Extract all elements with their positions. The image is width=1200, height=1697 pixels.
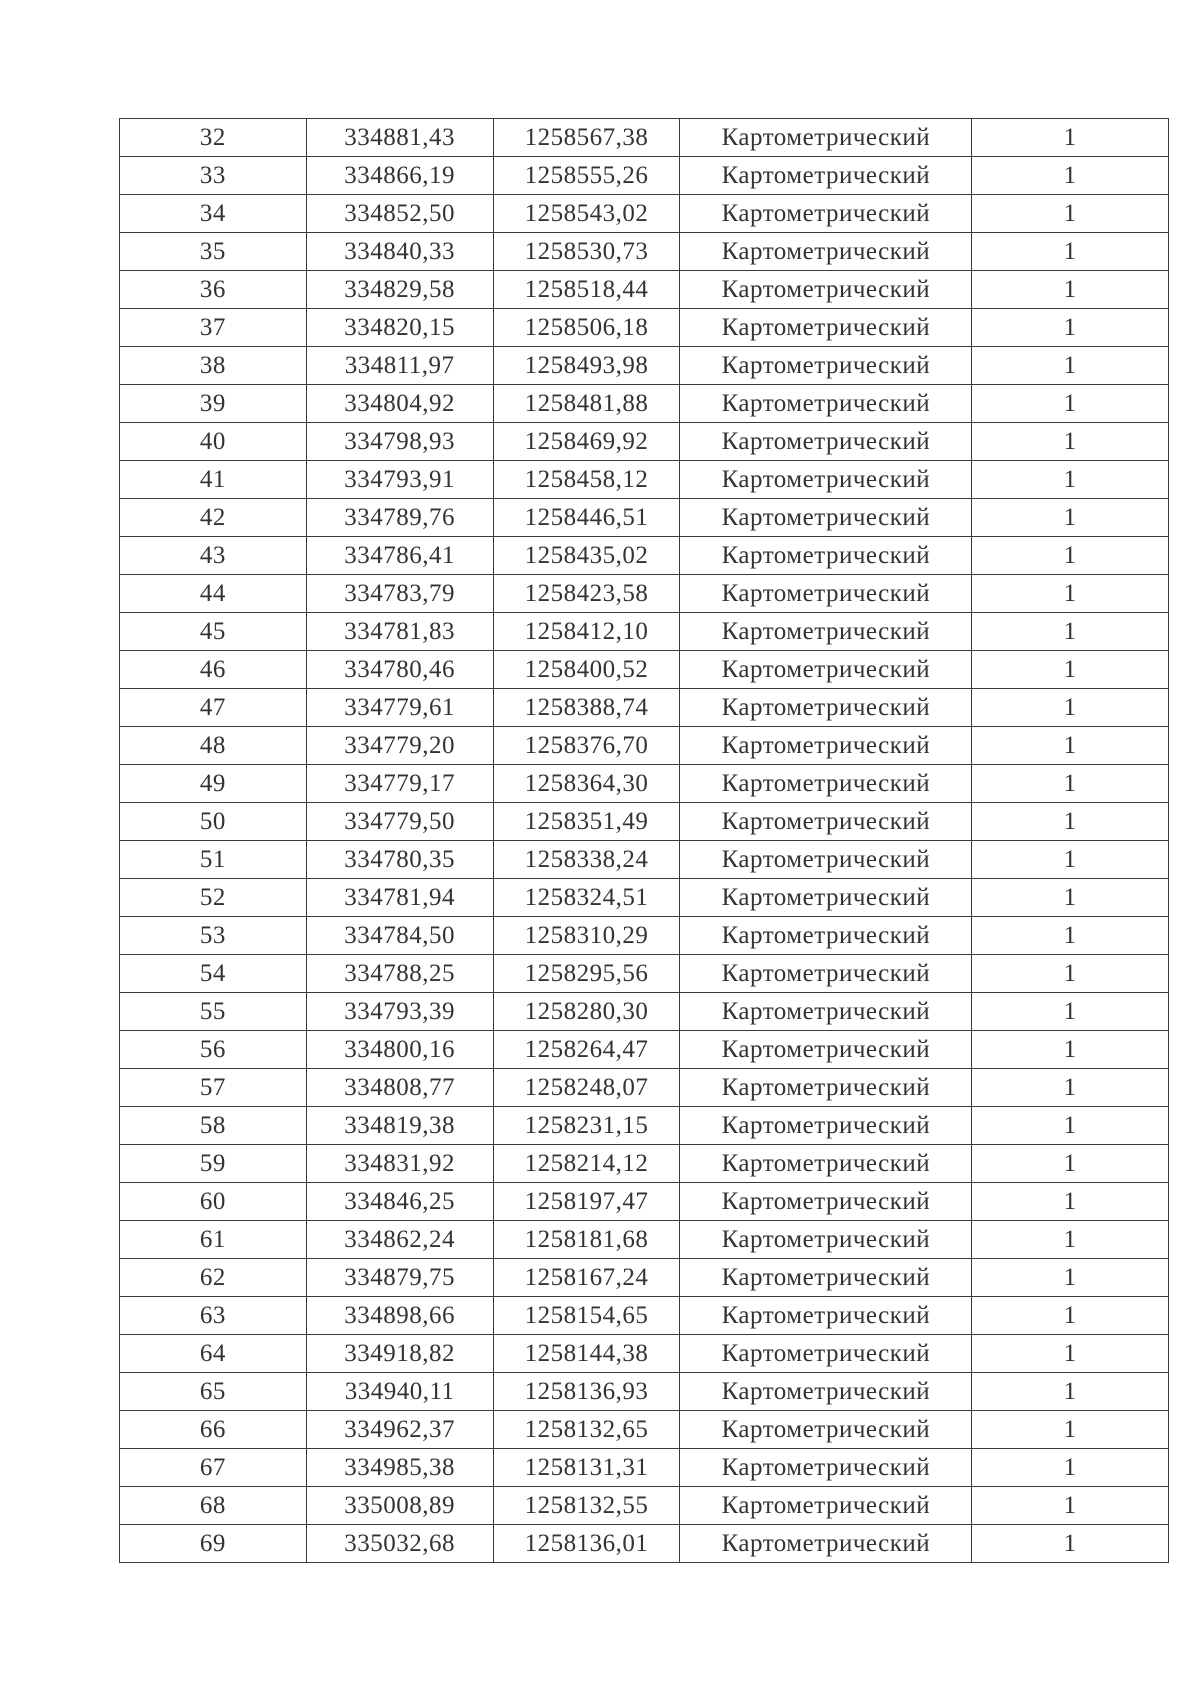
method-cell: Картометрический bbox=[680, 1487, 972, 1525]
accuracy-cell: 1 bbox=[972, 537, 1169, 575]
point-number-cell: 54 bbox=[120, 955, 307, 993]
accuracy-cell: 1 bbox=[972, 879, 1169, 917]
point-number-cell: 45 bbox=[120, 613, 307, 651]
table-row bbox=[120, 1373, 1169, 1411]
y-coordinate-cell: 1258214,12 bbox=[493, 1145, 680, 1183]
point-number-cell: 40 bbox=[120, 423, 307, 461]
y-coordinate-cell: 1258506,18 bbox=[493, 309, 680, 347]
accuracy-cell: 1 bbox=[972, 233, 1169, 271]
method-cell: Картометрический bbox=[680, 1259, 972, 1297]
accuracy-cell: 1 bbox=[972, 423, 1169, 461]
method-cell: Картометрический bbox=[680, 689, 972, 727]
coordinates-table-body bbox=[120, 119, 1169, 1563]
point-number-cell: 37 bbox=[120, 309, 307, 347]
table-row bbox=[120, 1145, 1169, 1183]
x-coordinate-cell: 334779,50 bbox=[306, 803, 493, 841]
table-row bbox=[120, 1411, 1169, 1449]
point-number-cell: 61 bbox=[120, 1221, 307, 1259]
table-row bbox=[120, 195, 1169, 233]
accuracy-cell: 1 bbox=[972, 119, 1169, 157]
y-coordinate-cell: 1258388,74 bbox=[493, 689, 680, 727]
accuracy-cell: 1 bbox=[972, 689, 1169, 727]
point-number-cell: 34 bbox=[120, 195, 307, 233]
table-row bbox=[120, 993, 1169, 1031]
method-cell: Картометрический bbox=[680, 955, 972, 993]
table-row bbox=[120, 1107, 1169, 1145]
x-coordinate-cell: 334840,33 bbox=[306, 233, 493, 271]
x-coordinate-cell: 334879,75 bbox=[306, 1259, 493, 1297]
accuracy-cell: 1 bbox=[972, 1221, 1169, 1259]
y-coordinate-cell: 1258154,65 bbox=[493, 1297, 680, 1335]
y-coordinate-cell: 1258458,12 bbox=[493, 461, 680, 499]
y-coordinate-cell: 1258310,29 bbox=[493, 917, 680, 955]
point-number-cell: 41 bbox=[120, 461, 307, 499]
method-cell: Картометрический bbox=[680, 423, 972, 461]
table-row bbox=[120, 689, 1169, 727]
y-coordinate-cell: 1258446,51 bbox=[493, 499, 680, 537]
method-cell: Картометрический bbox=[680, 347, 972, 385]
method-cell: Картометрический bbox=[680, 841, 972, 879]
y-coordinate-cell: 1258132,65 bbox=[493, 1411, 680, 1449]
method-cell: Картометрический bbox=[680, 309, 972, 347]
table-row bbox=[120, 727, 1169, 765]
method-cell: Картометрический bbox=[680, 727, 972, 765]
method-cell: Картометрический bbox=[680, 157, 972, 195]
x-coordinate-cell: 334779,61 bbox=[306, 689, 493, 727]
method-cell: Картометрический bbox=[680, 575, 972, 613]
table-row bbox=[120, 1335, 1169, 1373]
table-row bbox=[120, 1449, 1169, 1487]
accuracy-cell: 1 bbox=[972, 1069, 1169, 1107]
accuracy-cell: 1 bbox=[972, 385, 1169, 423]
method-cell: Картометрический bbox=[680, 1145, 972, 1183]
x-coordinate-cell: 334781,94 bbox=[306, 879, 493, 917]
y-coordinate-cell: 1258144,38 bbox=[493, 1335, 680, 1373]
y-coordinate-cell: 1258338,24 bbox=[493, 841, 680, 879]
y-coordinate-cell: 1258264,47 bbox=[493, 1031, 680, 1069]
x-coordinate-cell: 334789,76 bbox=[306, 499, 493, 537]
table-row bbox=[120, 347, 1169, 385]
point-number-cell: 65 bbox=[120, 1373, 307, 1411]
table-row bbox=[120, 803, 1169, 841]
table-row bbox=[120, 385, 1169, 423]
table-row bbox=[120, 1525, 1169, 1563]
point-number-cell: 33 bbox=[120, 157, 307, 195]
y-coordinate-cell: 1258543,02 bbox=[493, 195, 680, 233]
method-cell: Картометрический bbox=[680, 385, 972, 423]
method-cell: Картометрический bbox=[680, 233, 972, 271]
method-cell: Картометрический bbox=[680, 1221, 972, 1259]
point-number-cell: 42 bbox=[120, 499, 307, 537]
x-coordinate-cell: 334784,50 bbox=[306, 917, 493, 955]
accuracy-cell: 1 bbox=[972, 1411, 1169, 1449]
accuracy-cell: 1 bbox=[972, 575, 1169, 613]
x-coordinate-cell: 334881,43 bbox=[306, 119, 493, 157]
accuracy-cell: 1 bbox=[972, 803, 1169, 841]
table-row bbox=[120, 1297, 1169, 1335]
method-cell: Картометрический bbox=[680, 917, 972, 955]
y-coordinate-cell: 1258435,02 bbox=[493, 537, 680, 575]
point-number-cell: 38 bbox=[120, 347, 307, 385]
accuracy-cell: 1 bbox=[972, 1373, 1169, 1411]
x-coordinate-cell: 335032,68 bbox=[306, 1525, 493, 1563]
accuracy-cell: 1 bbox=[972, 765, 1169, 803]
method-cell: Картометрический bbox=[680, 879, 972, 917]
y-coordinate-cell: 1258351,49 bbox=[493, 803, 680, 841]
y-coordinate-cell: 1258555,26 bbox=[493, 157, 680, 195]
table-row bbox=[120, 1487, 1169, 1525]
table-row bbox=[120, 575, 1169, 613]
x-coordinate-cell: 334846,25 bbox=[306, 1183, 493, 1221]
point-number-cell: 51 bbox=[120, 841, 307, 879]
method-cell: Картометрический bbox=[680, 993, 972, 1031]
point-number-cell: 62 bbox=[120, 1259, 307, 1297]
x-coordinate-cell: 334819,38 bbox=[306, 1107, 493, 1145]
y-coordinate-cell: 1258481,88 bbox=[493, 385, 680, 423]
x-coordinate-cell: 334780,46 bbox=[306, 651, 493, 689]
accuracy-cell: 1 bbox=[972, 309, 1169, 347]
table-row bbox=[120, 613, 1169, 651]
y-coordinate-cell: 1258376,70 bbox=[493, 727, 680, 765]
y-coordinate-cell: 1258412,10 bbox=[493, 613, 680, 651]
x-coordinate-cell: 334779,17 bbox=[306, 765, 493, 803]
point-number-cell: 69 bbox=[120, 1525, 307, 1563]
y-coordinate-cell: 1258567,38 bbox=[493, 119, 680, 157]
y-coordinate-cell: 1258530,73 bbox=[493, 233, 680, 271]
y-coordinate-cell: 1258248,07 bbox=[493, 1069, 680, 1107]
y-coordinate-cell: 1258131,31 bbox=[493, 1449, 680, 1487]
table-row bbox=[120, 1069, 1169, 1107]
point-number-cell: 58 bbox=[120, 1107, 307, 1145]
x-coordinate-cell: 334898,66 bbox=[306, 1297, 493, 1335]
point-number-cell: 32 bbox=[120, 119, 307, 157]
method-cell: Картометрический bbox=[680, 461, 972, 499]
table-row bbox=[120, 233, 1169, 271]
table-row bbox=[120, 651, 1169, 689]
method-cell: Картометрический bbox=[680, 1373, 972, 1411]
table-row bbox=[120, 1031, 1169, 1069]
accuracy-cell: 1 bbox=[972, 461, 1169, 499]
accuracy-cell: 1 bbox=[972, 1145, 1169, 1183]
x-coordinate-cell: 334793,39 bbox=[306, 993, 493, 1031]
x-coordinate-cell: 334780,35 bbox=[306, 841, 493, 879]
y-coordinate-cell: 1258400,52 bbox=[493, 651, 680, 689]
point-number-cell: 55 bbox=[120, 993, 307, 1031]
accuracy-cell: 1 bbox=[972, 1297, 1169, 1335]
table-row bbox=[120, 841, 1169, 879]
table-row bbox=[120, 1221, 1169, 1259]
y-coordinate-cell: 1258167,24 bbox=[493, 1259, 680, 1297]
x-coordinate-cell: 334918,82 bbox=[306, 1335, 493, 1373]
accuracy-cell: 1 bbox=[972, 499, 1169, 537]
table-row bbox=[120, 499, 1169, 537]
table-row bbox=[120, 765, 1169, 803]
method-cell: Картометрический bbox=[680, 1449, 972, 1487]
accuracy-cell: 1 bbox=[972, 1525, 1169, 1563]
accuracy-cell: 1 bbox=[972, 1259, 1169, 1297]
x-coordinate-cell: 334781,83 bbox=[306, 613, 493, 651]
y-coordinate-cell: 1258469,92 bbox=[493, 423, 680, 461]
y-coordinate-cell: 1258423,58 bbox=[493, 575, 680, 613]
y-coordinate-cell: 1258136,01 bbox=[493, 1525, 680, 1563]
accuracy-cell: 1 bbox=[972, 1183, 1169, 1221]
x-coordinate-cell: 334866,19 bbox=[306, 157, 493, 195]
point-number-cell: 64 bbox=[120, 1335, 307, 1373]
x-coordinate-cell: 334820,15 bbox=[306, 309, 493, 347]
y-coordinate-cell: 1258197,47 bbox=[493, 1183, 680, 1221]
x-coordinate-cell: 334793,91 bbox=[306, 461, 493, 499]
coordinates-table bbox=[119, 118, 1169, 1563]
method-cell: Картометрический bbox=[680, 119, 972, 157]
x-coordinate-cell: 334862,24 bbox=[306, 1221, 493, 1259]
point-number-cell: 59 bbox=[120, 1145, 307, 1183]
accuracy-cell: 1 bbox=[972, 1487, 1169, 1525]
y-coordinate-cell: 1258280,30 bbox=[493, 993, 680, 1031]
table-row bbox=[120, 1259, 1169, 1297]
point-number-cell: 56 bbox=[120, 1031, 307, 1069]
x-coordinate-cell: 334800,16 bbox=[306, 1031, 493, 1069]
table-row bbox=[120, 423, 1169, 461]
x-coordinate-cell: 334811,97 bbox=[306, 347, 493, 385]
table-row bbox=[120, 1183, 1169, 1221]
y-coordinate-cell: 1258493,98 bbox=[493, 347, 680, 385]
point-number-cell: 44 bbox=[120, 575, 307, 613]
x-coordinate-cell: 334786,41 bbox=[306, 537, 493, 575]
point-number-cell: 57 bbox=[120, 1069, 307, 1107]
accuracy-cell: 1 bbox=[972, 1335, 1169, 1373]
table-row bbox=[120, 461, 1169, 499]
table-row bbox=[120, 119, 1169, 157]
y-coordinate-cell: 1258231,15 bbox=[493, 1107, 680, 1145]
point-number-cell: 68 bbox=[120, 1487, 307, 1525]
accuracy-cell: 1 bbox=[972, 347, 1169, 385]
method-cell: Картометрический bbox=[680, 651, 972, 689]
table-row bbox=[120, 879, 1169, 917]
point-number-cell: 46 bbox=[120, 651, 307, 689]
x-coordinate-cell: 334962,37 bbox=[306, 1411, 493, 1449]
x-coordinate-cell: 334808,77 bbox=[306, 1069, 493, 1107]
method-cell: Картометрический bbox=[680, 1107, 972, 1145]
method-cell: Картометрический bbox=[680, 195, 972, 233]
point-number-cell: 53 bbox=[120, 917, 307, 955]
accuracy-cell: 1 bbox=[972, 1449, 1169, 1487]
method-cell: Картометрический bbox=[680, 1069, 972, 1107]
method-cell: Картометрический bbox=[680, 271, 972, 309]
accuracy-cell: 1 bbox=[972, 651, 1169, 689]
method-cell: Картометрический bbox=[680, 1297, 972, 1335]
accuracy-cell: 1 bbox=[972, 841, 1169, 879]
accuracy-cell: 1 bbox=[972, 917, 1169, 955]
method-cell: Картометрический bbox=[680, 499, 972, 537]
accuracy-cell: 1 bbox=[972, 727, 1169, 765]
x-coordinate-cell: 334829,58 bbox=[306, 271, 493, 309]
point-number-cell: 36 bbox=[120, 271, 307, 309]
point-number-cell: 48 bbox=[120, 727, 307, 765]
table-row bbox=[120, 271, 1169, 309]
y-coordinate-cell: 1258132,55 bbox=[493, 1487, 680, 1525]
method-cell: Картометрический bbox=[680, 1183, 972, 1221]
point-number-cell: 52 bbox=[120, 879, 307, 917]
x-coordinate-cell: 334985,38 bbox=[306, 1449, 493, 1487]
y-coordinate-cell: 1258324,51 bbox=[493, 879, 680, 917]
accuracy-cell: 1 bbox=[972, 1107, 1169, 1145]
point-number-cell: 60 bbox=[120, 1183, 307, 1221]
point-number-cell: 63 bbox=[120, 1297, 307, 1335]
y-coordinate-cell: 1258364,30 bbox=[493, 765, 680, 803]
x-coordinate-cell: 334940,11 bbox=[306, 1373, 493, 1411]
accuracy-cell: 1 bbox=[972, 1031, 1169, 1069]
y-coordinate-cell: 1258181,68 bbox=[493, 1221, 680, 1259]
point-number-cell: 50 bbox=[120, 803, 307, 841]
accuracy-cell: 1 bbox=[972, 955, 1169, 993]
x-coordinate-cell: 334798,93 bbox=[306, 423, 493, 461]
method-cell: Картометрический bbox=[680, 1411, 972, 1449]
table-row bbox=[120, 537, 1169, 575]
y-coordinate-cell: 1258518,44 bbox=[493, 271, 680, 309]
accuracy-cell: 1 bbox=[972, 271, 1169, 309]
table-row bbox=[120, 917, 1169, 955]
method-cell: Картометрический bbox=[680, 1525, 972, 1563]
method-cell: Картометрический bbox=[680, 537, 972, 575]
method-cell: Картометрический bbox=[680, 803, 972, 841]
x-coordinate-cell: 334804,92 bbox=[306, 385, 493, 423]
method-cell: Картометрический bbox=[680, 613, 972, 651]
x-coordinate-cell: 335008,89 bbox=[306, 1487, 493, 1525]
method-cell: Картометрический bbox=[680, 765, 972, 803]
accuracy-cell: 1 bbox=[972, 157, 1169, 195]
method-cell: Картометрический bbox=[680, 1335, 972, 1373]
y-coordinate-cell: 1258295,56 bbox=[493, 955, 680, 993]
x-coordinate-cell: 334852,50 bbox=[306, 195, 493, 233]
accuracy-cell: 1 bbox=[972, 195, 1169, 233]
x-coordinate-cell: 334788,25 bbox=[306, 955, 493, 993]
point-number-cell: 35 bbox=[120, 233, 307, 271]
table-row bbox=[120, 309, 1169, 347]
y-coordinate-cell: 1258136,93 bbox=[493, 1373, 680, 1411]
table-row bbox=[120, 955, 1169, 993]
method-cell: Картометрический bbox=[680, 1031, 972, 1069]
point-number-cell: 47 bbox=[120, 689, 307, 727]
table-row bbox=[120, 157, 1169, 195]
x-coordinate-cell: 334831,92 bbox=[306, 1145, 493, 1183]
x-coordinate-cell: 334783,79 bbox=[306, 575, 493, 613]
accuracy-cell: 1 bbox=[972, 993, 1169, 1031]
accuracy-cell: 1 bbox=[972, 613, 1169, 651]
point-number-cell: 66 bbox=[120, 1411, 307, 1449]
point-number-cell: 39 bbox=[120, 385, 307, 423]
point-number-cell: 67 bbox=[120, 1449, 307, 1487]
point-number-cell: 43 bbox=[120, 537, 307, 575]
x-coordinate-cell: 334779,20 bbox=[306, 727, 493, 765]
point-number-cell: 49 bbox=[120, 765, 307, 803]
